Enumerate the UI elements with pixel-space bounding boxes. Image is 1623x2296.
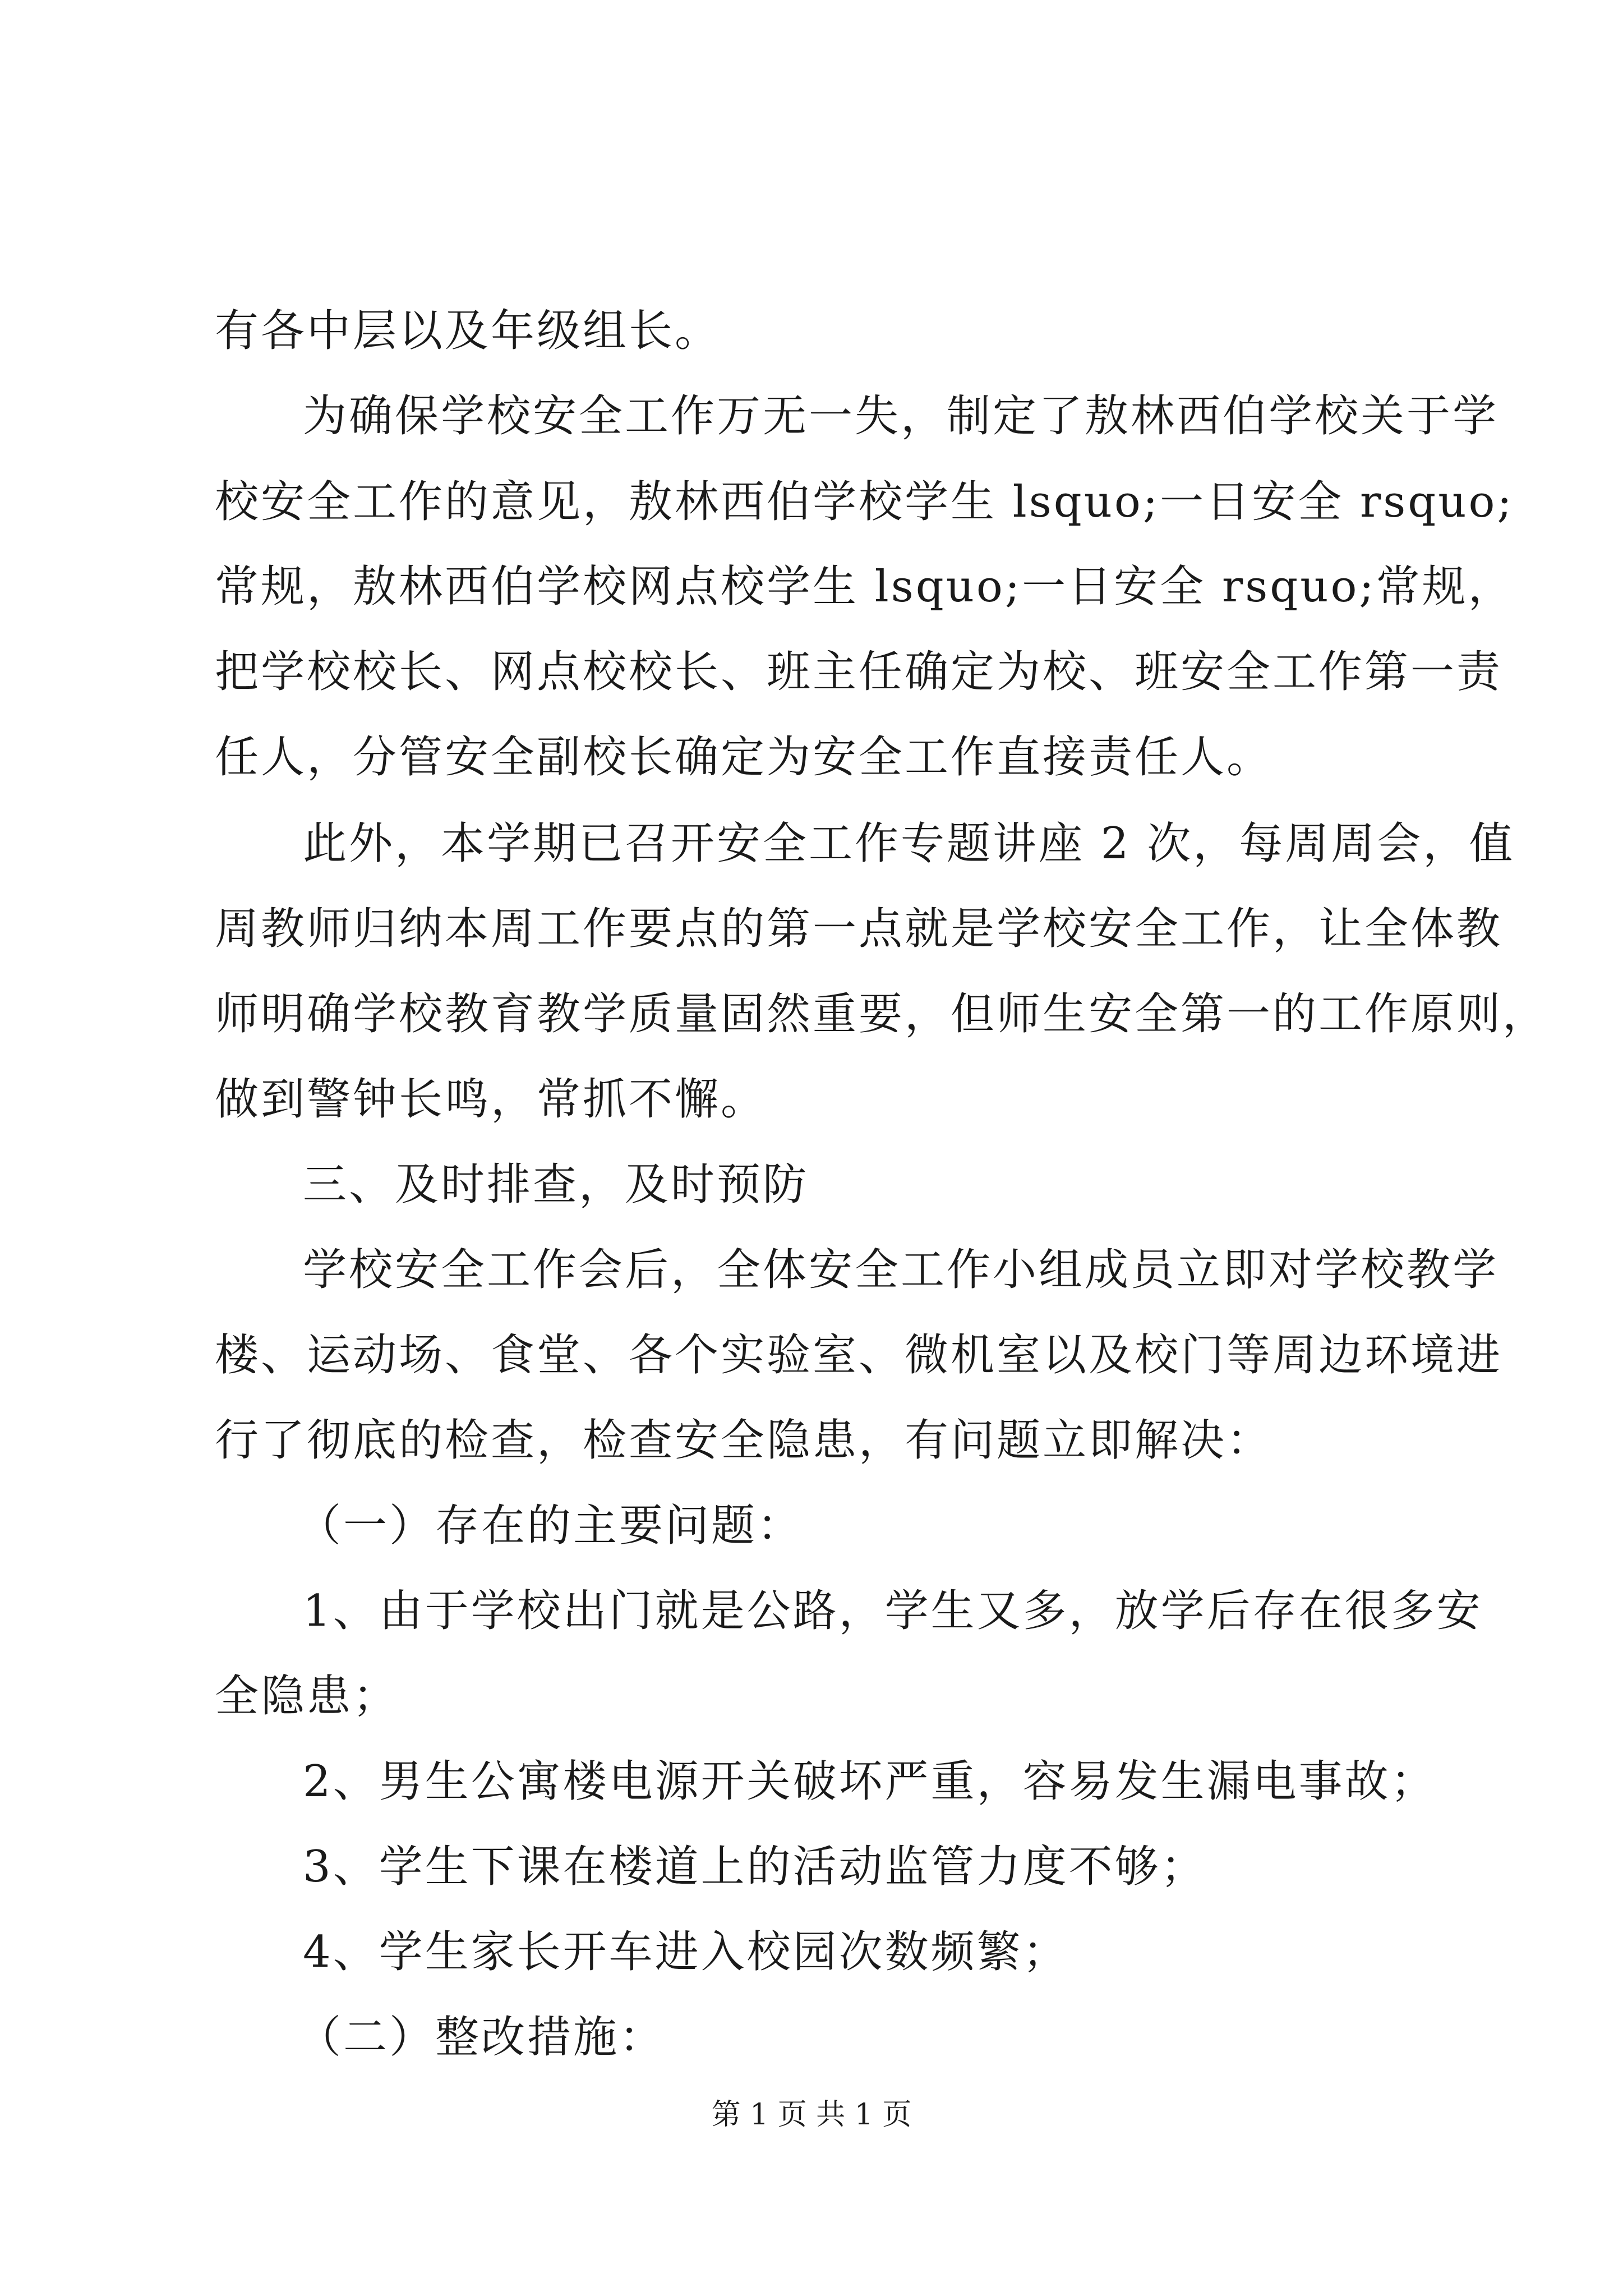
text-line: 行了彻底的检查，检查安全隐患，有问题立即解决： xyxy=(215,1415,1273,1466)
list-item: 4、学生家长开车进入校园次数频繁； xyxy=(303,1927,1069,1977)
subsection-heading: （一）存在的主要问题： xyxy=(297,1501,804,1551)
list-item: 3、学生下课在楼道上的活动监管力度不够； xyxy=(303,1842,1207,1892)
text-line: 楼、运动场、食堂、各个实验室、微机室以及校门等周边环境进 xyxy=(215,1330,1503,1381)
text-line: 做到警钟长鸣，常抓不懈。 xyxy=(215,1074,767,1125)
subsection-heading: （二）整改措施： xyxy=(297,2012,666,2063)
text-line: 周教师归纳本周工作要点的第一点就是学校安全工作，让全体教 xyxy=(215,904,1503,954)
list-item: 2、男生公寓楼电源开关破坏严重，容易发生漏电事故； xyxy=(303,1756,1437,1807)
text-line: 此外，本学期已召开安全工作专题讲座 2 次，每周周会，值 xyxy=(303,818,1515,869)
text-line: 师明确学校教育教学质量固然重要，但师生安全第一的工作原则， xyxy=(215,989,1549,1039)
page-footer: 第 1 页 共 1 页 xyxy=(711,2098,912,2132)
text-line: 校安全工作的意见，敖林西伯学校学生 lsquo;一日安全 rsquo; xyxy=(215,477,1514,527)
text-line: 常规，敖林西伯学校网点校学生 lsquo;一日安全 rsquo;常规， xyxy=(215,562,1514,612)
text-line: 有各中层以及年级组长。 xyxy=(215,306,721,356)
list-item: 1、由于学校出门就是公路，学生又多，放学后存在很多安 xyxy=(303,1586,1483,1636)
text-line: 把学校校长、网点校校长、班主任确定为校、班安全工作第一责 xyxy=(215,647,1503,697)
section-heading: 三、及时排查，及时预防 xyxy=(303,1159,809,1210)
text-line: 为确保学校安全工作万无一失，制定了敖林西伯学校关于学 xyxy=(303,391,1499,441)
text-line: 学校安全工作会后，全体安全工作小组成员立即对学校教学 xyxy=(303,1245,1499,1295)
text-line: 任人，分管安全副校长确定为安全工作直接责任人。 xyxy=(215,732,1273,783)
text-line: 全隐患； xyxy=(215,1671,399,1722)
